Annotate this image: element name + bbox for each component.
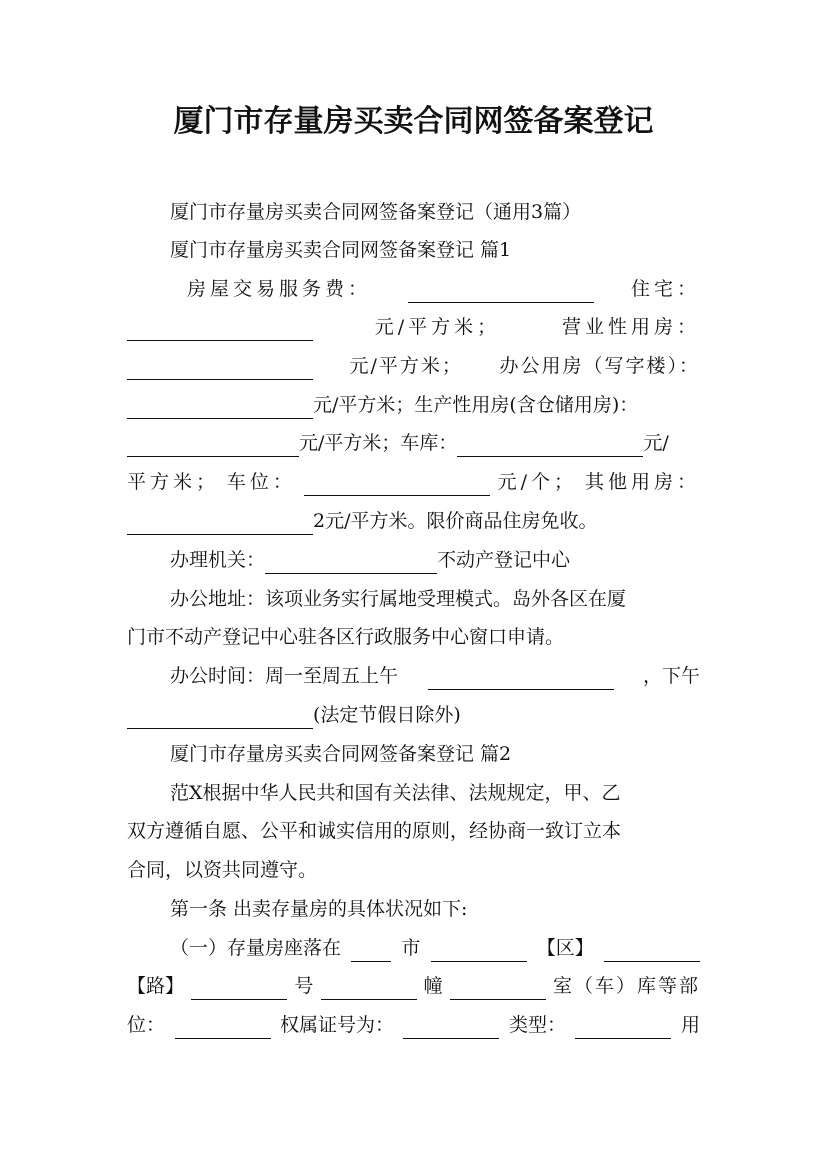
address-line-1: 办公地址：该项业务实行属地受理模式。岛外各区在厦 [170, 588, 627, 610]
agency-label: 办理机关： [170, 549, 266, 571]
hours-line-2 [127, 696, 700, 734]
unit-yuan: 元/ [643, 432, 669, 454]
unit-sqm-2: 元/平方米； [349, 355, 463, 377]
fee-label: 房屋交易服务费： [187, 278, 372, 300]
commercial-value-blank [127, 353, 313, 380]
city-label: 市 [401, 937, 421, 959]
article-2-heading: 厦门市存量房买卖合同网签备案登记 篇2 [170, 743, 512, 765]
fee-line [187, 270, 700, 308]
building-blank [450, 973, 546, 1000]
unit-each: 元/个； [497, 471, 578, 493]
agency-tail: 不动产登记中心 [437, 549, 571, 571]
commercial-line [127, 308, 700, 346]
position-label: 位： [127, 1014, 166, 1036]
room-label: 室（车）库等部 [552, 975, 700, 997]
position-blank [175, 1012, 271, 1039]
unit-sqm-3: 元/平方米； [313, 394, 415, 416]
number-blank [321, 973, 417, 1000]
type-label: 类型： [508, 1014, 566, 1036]
garage-line [127, 424, 700, 462]
item-1-prefix: （一）存量房座落在 [170, 937, 342, 959]
cert-label: 权属证号为： [279, 1014, 394, 1036]
office-value-blank [127, 392, 313, 419]
sqm-prefix: 平方米； [127, 471, 220, 493]
type-blank [575, 1012, 671, 1039]
item-1-line-2 [127, 967, 700, 1005]
city-blank [351, 935, 391, 962]
road-blank [191, 973, 287, 1000]
parking-value-blank [304, 469, 490, 496]
other-tail: 2元/平方米。限价商品住房免收。 [313, 510, 598, 532]
building-label: 幢 [423, 975, 443, 997]
road-label: 【路】 [127, 975, 185, 997]
cert-blank [403, 1012, 499, 1039]
residential-value-blank [127, 314, 313, 341]
district-blank [431, 935, 527, 962]
agency-line [170, 541, 700, 579]
article-1-heading: 厦门市存量房买卖合同网签备案登记 篇1 [170, 239, 512, 261]
commercial-label: 营业性用房： [561, 316, 700, 338]
hours-pm-blank [127, 702, 313, 729]
hours-label: 办公时间：周一至周五上午 [170, 665, 399, 687]
parking-line [127, 463, 700, 501]
article-2-para-line-2: 双方遵循自愿、公平和诚实信用的原则，经协商一致订立本 [127, 820, 622, 842]
item-1-line-1 [170, 929, 700, 967]
hours-tail: (法定节假日除外) [313, 704, 461, 726]
hours-line [170, 657, 700, 695]
other-value-blank [127, 508, 313, 535]
other-label: 其他用房： [584, 471, 700, 493]
office-line [127, 347, 700, 385]
agency-blank [265, 547, 437, 574]
item-1-line-3 [127, 1006, 700, 1044]
district-label: 【区】 [536, 937, 594, 959]
document-subtitle: 厦门市存量房买卖合同网签备案登记（通用3篇） [170, 201, 582, 223]
production-line [127, 386, 700, 424]
hours-am-blank [428, 663, 614, 690]
production-label: 生产性用房(含仓储用房)： [414, 394, 639, 416]
parking-label: 车位： [226, 471, 296, 493]
production-value-blank [127, 430, 299, 457]
number-label: 号 [294, 975, 314, 997]
address-line-2: 门市不动产登记中心驻各区行政服务中心窗口申请。 [127, 626, 565, 648]
article-2-para-line-3: 合同，以资共同遵守。 [127, 859, 318, 881]
article-2-para-line-1: 范X根据中华人民共和国有关法律、法规规定，甲、乙 [170, 782, 621, 804]
use-label: 用 [680, 1014, 700, 1036]
residential-label: 住宅： [630, 278, 700, 300]
office-label: 办公用房（写字楼）： [499, 355, 700, 377]
residential-price-blank [408, 276, 594, 303]
hours-pm-label: ，下午 [642, 665, 700, 687]
garage-value-blank [457, 430, 643, 457]
document-title: 厦门市存量房买卖合同网签备案登记 [173, 104, 654, 139]
unit-sqm-4: 元/平方米； [299, 432, 401, 454]
unit-sqm: 元/平方米； [374, 316, 501, 338]
garage-label: 车库： [400, 432, 458, 454]
clause-1: 第一条 出卖存量房的具体状况如下: [170, 898, 468, 920]
district-value-blank [604, 935, 700, 962]
other-line [127, 502, 700, 540]
